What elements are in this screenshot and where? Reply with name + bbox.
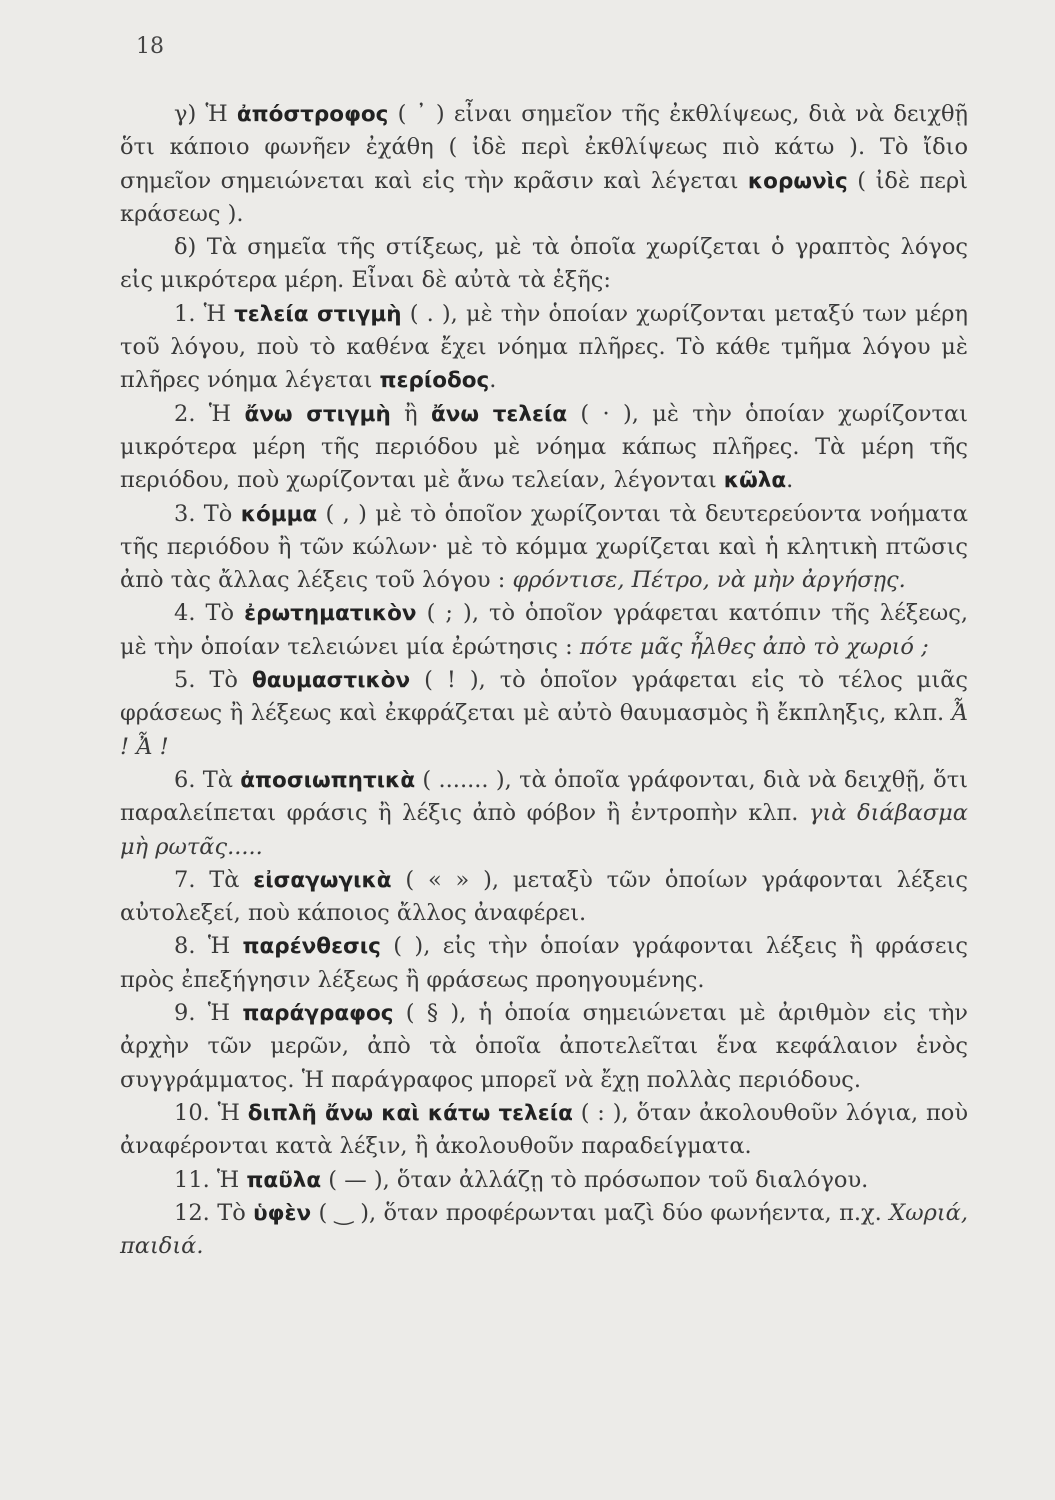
body-text — [120, 98, 968, 1263]
text-run: 8. Ἡ — [174, 933, 243, 960]
term: κορωνὶς — [747, 168, 848, 194]
paragraph-gamma — [120, 98, 968, 231]
text-run: ( · ), μὲ τὴν ὁποίαν χωρίζονται μικρότερα μέρη τῆς περιόδου μὲ νόημα κάπως πλῆρες. Τὰ μέρη τῆς περιόδου, ποὺ χωρίζονται μὲ ἄνω τελείαν, λέγονται — [120, 400, 968, 494]
text-run: ( ᾿ ) εἶναι σημεῖον τῆς ἐκθλίψεως, διὰ νὰ δειχθῇ ὅτι κάποιο φωνῆεν ἐχάθη ( ἰδὲ περὶ ἐκθλίψεως πιὸ κάτω ). Τὸ ἴδιο σημεῖον σημειώνεται καὶ εἰς τὴν κρᾶσιν καὶ λέγεται — [120, 101, 969, 194]
paragraph-delta — [120, 231, 968, 298]
text-run: ( ....... ), τὰ ὁποῖα γράφονται, διὰ νὰ δειχθῇ, ὅτι παραλείπεται φράσις ἢ λέξις ἀπὸ φόβον ἢ ἐντροπὴν κλπ. — [120, 766, 968, 827]
text-run: ἢ — [390, 400, 431, 427]
page-number: 18 — [136, 34, 164, 59]
term: τελεία στιγμὴ — [234, 301, 402, 327]
term: ὑφὲν — [253, 1200, 312, 1226]
text-run: 2. Ἡ — [174, 400, 245, 427]
paragraph-item-7 — [120, 864, 968, 931]
paragraph-item-9 — [120, 997, 968, 1097]
text-run: . — [489, 367, 497, 394]
paragraph-item-10 — [120, 1097, 968, 1164]
term: διπλῆ ἄνω καὶ κάτω τελεία — [247, 1100, 573, 1126]
term: ἄνω τελεία — [430, 401, 568, 427]
text-run: ( — ), ὅταν ἀλλάζῃ τὸ πρόσωπον τοῦ διαλόγου. — [321, 1166, 869, 1193]
paragraph-item-11 — [120, 1164, 968, 1197]
paragraph-item-2 — [120, 398, 968, 498]
text-run: 5. Τὸ — [174, 667, 252, 694]
term: παῦλα — [246, 1167, 322, 1193]
text-run: ( « » ), μεταξὺ τῶν ὁποίων γράφονται λέξεις αὐτολεξεί, ποὺ κάποιος ἄλλος ἀναφέρει. — [120, 866, 968, 927]
example: Χωριά, παιδιά. — [120, 1199, 968, 1260]
term: ἀπόστροφος — [236, 102, 389, 127]
text-run: 1. Ἡ — [174, 300, 235, 327]
paragraph-item-5 — [120, 664, 968, 764]
text-run: 4. Τὸ — [174, 600, 245, 627]
text-run: ( ‿ ), ὅταν προφέρωνται μαζὶ δύο φωνήεντα, π.χ. — [311, 1199, 890, 1226]
term: θαυμαστικὸν — [251, 668, 411, 694]
text-run: ( ; ), τὸ ὁποῖον γράφεται κατόπιν τῆς λέξεως, μὲ τὴν ὁποίαν τελειώνει μία ἐρώτησις : — [120, 600, 968, 660]
example: Ἆ ! Ἆ ! — [120, 700, 968, 760]
text-run: 6. Τὰ — [174, 766, 241, 793]
text-run: γ) Ἡ — [174, 101, 237, 127]
text-run: 10. Ἡ — [174, 1099, 248, 1126]
example: γιὰ διάβασμα μὴ ρωτᾶς..... — [120, 800, 968, 860]
text-run: ( : ), ὅταν ἀκολουθοῦν λόγια, ποὺ ἀναφέρονται κατὰ λέξιν, ἢ ἀκολουθοῦν παραδείγματα. — [120, 1099, 968, 1160]
term: ἐρωτηματικὸν — [244, 601, 417, 627]
paragraph-item-4 — [120, 597, 968, 664]
text-run: ( ), εἰς τὴν ὁποίαν γράφονται λέξεις ἢ φράσεις πρὸς ἐπεξήγησιν λέξεως ἢ φράσεως προηγουμένης. — [120, 933, 968, 993]
paragraph-item-6 — [120, 764, 968, 864]
text-run: δ) Τὰ σημεῖα τῆς στίξεως, μὲ τὰ ὁποῖα χωρίζεται ὁ γραπτὸς λόγος εἰς μικρότερα μέρη. Εἶναι δὲ αὐτὰ τὰ ἑξῆς: — [120, 234, 968, 294]
term: κόμμα — [240, 501, 318, 527]
term: παρένθεσις — [242, 934, 381, 960]
term: παράγραφος — [242, 1001, 394, 1027]
text-run: ( , ) μὲ τὸ ὁποῖον χωρίζονται τὰ δευτερεύοντα νοήματα τῆς περιόδου ἢ τῶν κώλων· μὲ τὸ κόμμα χωρίζεται καὶ ἡ κλητικὴ πτῶσις ἀπὸ τὰς ἄλλας λέξεις τοῦ λόγου : — [120, 500, 968, 594]
text-run: 7. Τὰ — [174, 866, 254, 893]
text-run: ( ! ), τὸ ὁποῖον γράφεται εἰς τὸ τέλος μιᾶς φράσεως ἢ λέξεως καὶ ἐκφράζεται μὲ αὐτὸ θαυμασμὸς ἢ ἔκπληξις, κλπ. — [120, 667, 968, 727]
text-run: 12. Τὸ — [174, 1199, 254, 1226]
term: εἰσαγωγικὰ — [253, 867, 392, 893]
paragraph-item-8 — [120, 930, 968, 997]
paragraph-item-1 — [120, 298, 968, 398]
paragraph-item-3 — [120, 498, 968, 598]
term: κῶλα — [723, 468, 787, 494]
paragraph-item-12 — [120, 1197, 968, 1264]
text-run: 11. Ἡ — [174, 1166, 247, 1193]
term: περίοδος — [379, 368, 490, 394]
text-run: ( ἰδὲ περὶ κράσεως ). — [120, 167, 969, 227]
term: ἄνω στιγμὴ — [244, 401, 391, 427]
text-run: 9. Ἡ — [174, 1000, 243, 1027]
example: φρόντισε, Πέτρο, νὰ μὴν ἀργήσῃς. — [512, 567, 906, 594]
text-run: 3. Τὸ — [174, 500, 241, 527]
term: ἀποσιωπητικὰ — [240, 767, 416, 793]
example: πότε μᾶς ἦλθες ἀπὸ τὸ χωριό ; — [579, 633, 929, 660]
text-run: ( . ), μὲ τὴν ὁποίαν χωρίζονται μεταξύ των μέρη τοῦ λόγου, ποὺ τὸ καθένα ἔχει νόημα πλῆρες. Τὸ κάθε τμῆμα λόγου μὲ πλῆρες νόημα λέγεται — [120, 300, 968, 394]
text-run: ( § ), ἡ ὁποία σημειώνεται μὲ ἀριθμὸν εἰς τὴν ἀρχὴν τῶν μερῶν, ἀπὸ τὰ ὁποῖα ἀποτελεῖται ἕνα κεφάλαιον ἑνὸς συγγράμματος. Ἡ παράγραφος μπορεῖ νὰ ἔχῃ πολλὰς περιόδους. — [120, 1000, 968, 1093]
text-run: . — [786, 467, 794, 494]
